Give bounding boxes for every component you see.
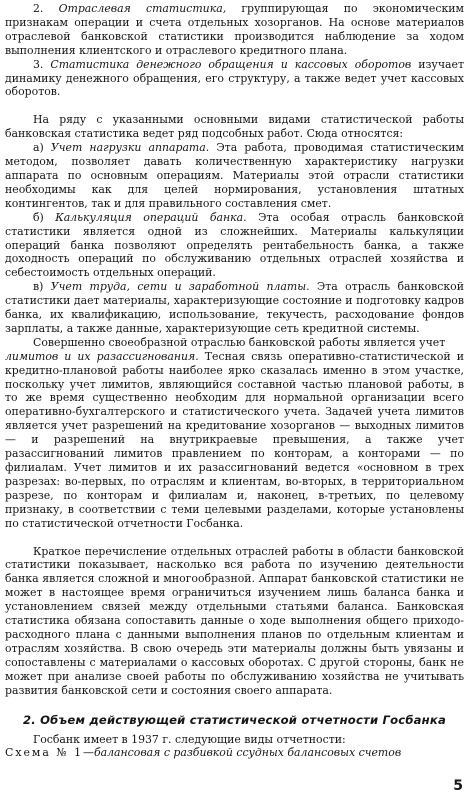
paragraph-labour-network-wages: в) Учет труда, сети и заработной платы. Эта отрасль банковской статистики дает материалы, характеризующие состояние и подготовку кадров банка, их квалификацию, использование, текучесть, расходование фондов зарплаты, а также данные, характеризующие сеть кредитной системы. bbox=[5, 280, 464, 335]
page-number: 5 bbox=[453, 778, 463, 794]
term-sectoral-statistics: Отраслевая статистика, bbox=[58, 2, 227, 15]
paragraph-money-circulation: 3. Статистика денежного обращения и кассовых оборотов изучает динамику денежного обращения, его структуру, а также ведет учет кассовых оборотов. bbox=[5, 57, 464, 99]
term-money-circulation: Статистика денежного обращения и кассовых оборотов bbox=[50, 57, 412, 71]
schema-description: —балансовая с разбивкой ссудных балансовых счетов bbox=[83, 746, 402, 760]
paragraph-summary: Краткое перечисление отдельных отраслей работы в области банковской статистики показывает, насколько вся работа по изучению деятельности банка является сложной и многообразной. Аппарат банковской статистики не может в настоящее время ограничиться изучением лишь баланса банка и установлением связей между отдельными статьями баланса. Банковская статистика обязана сопоставить данные о ходе выполнения общего приходо-расходного плана с данными выполнения планов по отдельным клиентам и отраслям хозяйства. В свою очередь эти материалы должны быть увязаны и сопоставлены с материалами о кассовых оборотах. С другой стороны, банк не может при анализе своей работы по обслуживанию хозяйства не учитывать развития банковской сети и состояния своего аппарата. bbox=[5, 544, 464, 697]
schema-line bbox=[5, 746, 464, 760]
term-staff-load: Учет нагрузки аппарата. bbox=[50, 141, 210, 155]
intro-line: Госбанк имеет в 1937 г. следующие виды отчетности: bbox=[33, 732, 346, 746]
paragraph-auxiliary-works: На ряду с указанными основными видами статистической работы банковская статистика ведет ряд подсобных работ. Сюда относятся: bbox=[5, 113, 464, 141]
paragraph-limits: лимитов и их разассигнования. Тесная связь оперативно-статистической и кредитно-плановой работы наиболее ярко сказалась именно в этом участке, поскольку учет лимитов, являющийся составной частью плановой работы, в то же время существенно необходим для нормальной организации всего оперативно-бухгалтерского и статистического учета. Задачей учета лимитов является учет разрешений на кредитование хозорганов — выходных лимитов — и разрешений на внутрикраевые превышения, а также учет разассигнований лимитов правлением по конторам, а конторами — по филиалам. Учет лимитов и их разассигнований ведется «основном в трех разрезах: во-первых, по отраслям и клиентам, во-вторых, в территориальном разрезе, по конторам и филиалам и, наконец, в-третьих, по целевому признаку, в соответствии с теми целевыми разделами, которые установлены по статистической отчетности Госбанка. bbox=[5, 349, 464, 530]
paragraph-costing: б) Калькуляция операций банка. Эта особая отрасль банковской статистики является одной из сложнейших. Материалы калькуляции операций банка позволяют определять рентабельность банка, а также доходность операций по обслуживанию отдельных отраслей хозяйства и себестоимость отдельных операций. bbox=[5, 210, 464, 280]
paragraph-limits-intro: Совершенно своеобразной отраслью банковской работы является учет bbox=[33, 335, 446, 349]
section-heading: 2. Объем действующей статистической отчетности Госбанка bbox=[23, 712, 446, 727]
term-costing: Калькуляция операций банка. bbox=[55, 210, 247, 224]
document-page bbox=[5, 2, 464, 760]
paragraph-sectoral-statistics: 2. Отраслевая статистика, группирующая по экономическим признакам операции и счета отдельных хозорганов. На основе материалов отраслевой банковской статистики производится наблюдение за ходом выполнения клиентского и отраслевого кредитного плана. bbox=[5, 2, 464, 57]
term-limits: лимитов и их разассигнования. bbox=[5, 349, 199, 363]
term-labour-network-wages: Учет труда, сети и заработной платы. bbox=[50, 280, 310, 294]
schema-label: Схема № 1 bbox=[5, 746, 84, 760]
paragraph-staff-load: а) Учет нагрузки аппарата. Эта работа, проводимая статистическим методом, позволяет давать количественную характеристику нагрузки аппарата по основным операциям. Материалы этой отрасли статистики необходимы как для целей нормирования, установления штатных контингентов, так и для правильного составления смет. bbox=[5, 141, 464, 210]
